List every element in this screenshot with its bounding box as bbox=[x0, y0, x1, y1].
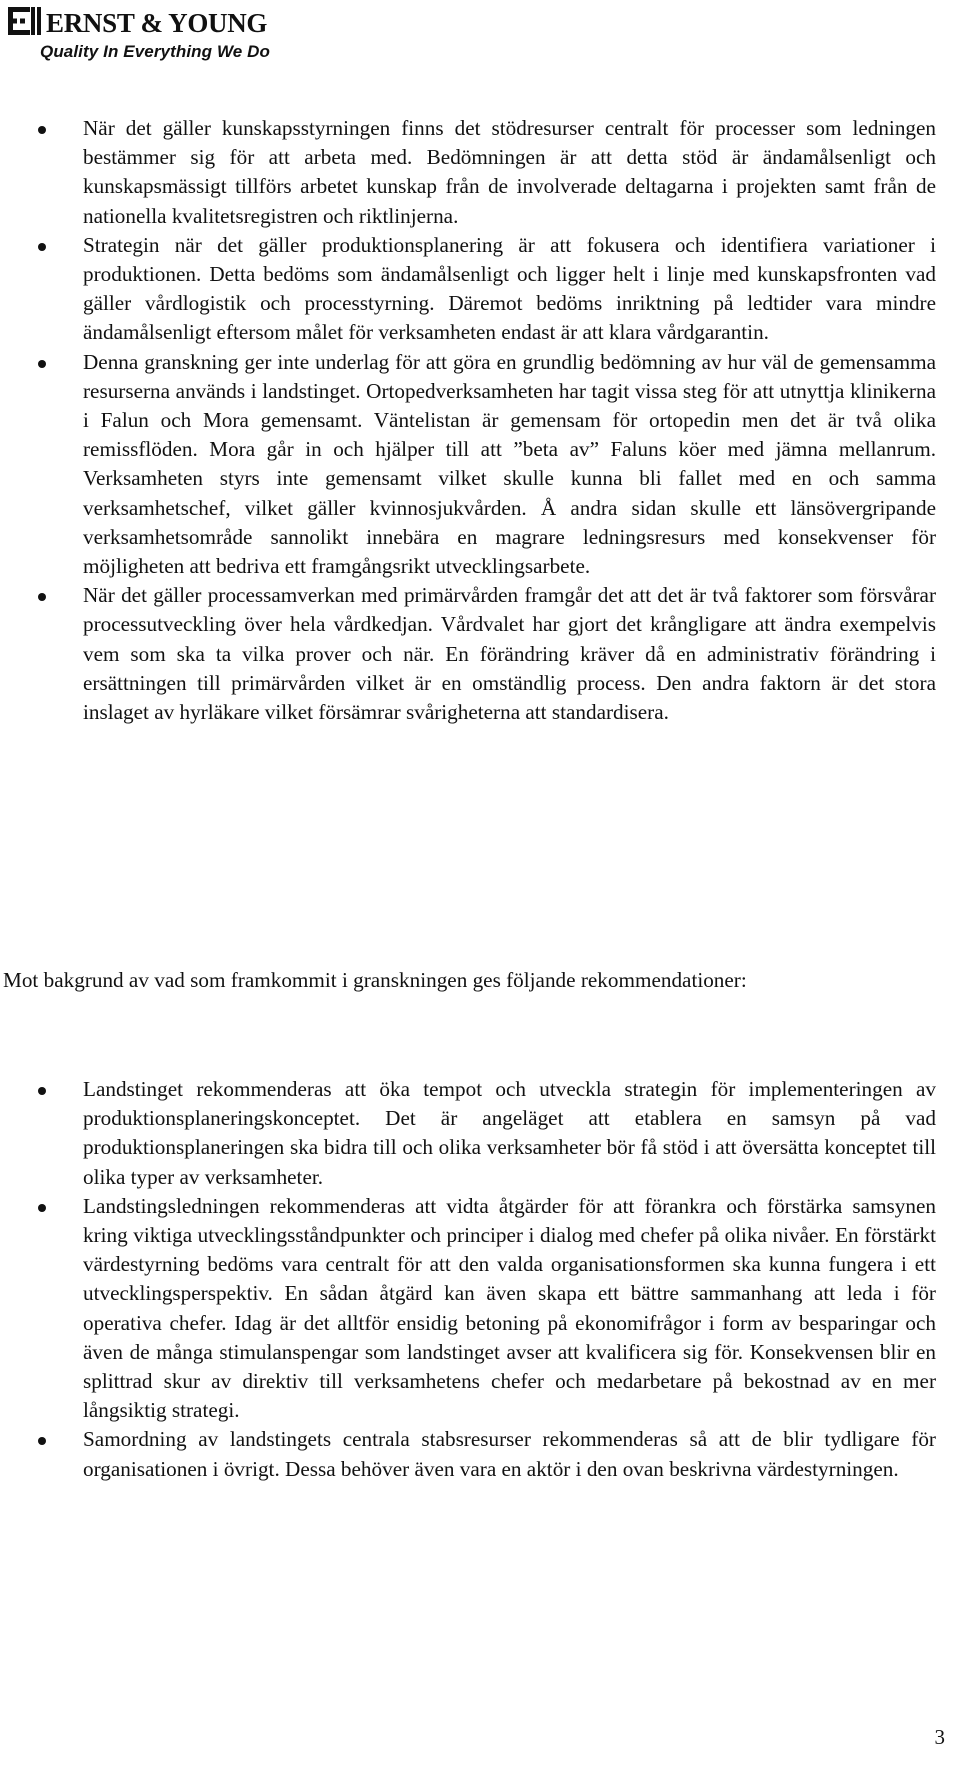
bullet-icon bbox=[38, 126, 46, 134]
list-item bbox=[0, 114, 960, 231]
list-item-text: När det gäller kunskapsstyrningen finns det stödresurser centralt för processer som ledningen bestämmer sig för att arbeta med. Bedömningen är att detta stöd är ändamålsenligt och kunskapsmässigt tillförs arbetet kunskap från de involverade deltagarna i projekten samt från de nationella kvalitetsregistren och riktlinjerna. bbox=[83, 116, 936, 228]
page-number: 3 bbox=[934, 1725, 945, 1749]
list-item-text: Denna granskning ger inte underlag för att göra en grundlig bedömning av hur väl de gemensamma resurserna används i landstinget. Ortopedverksamheten har tagit vissa steg för att utnyttja klinikerna i Falun och Mora gemensamt. Väntelistan är gemensam för ortopedin men det är två olika remissflöden. Mora går in och hjälper till att ”beta av” Faluns köer med jämna mellanrum. Verksamheten styrs inte gemensamt vilket skulle kunna bli fallet med en och samma verksamhetschef, vilket gäller kvinnosjukvården. Å andra sidan skulle ett länsövergripande verksamhetsområde sannolikt innebära en magrare ledningsresurs med konsekvenser för möjligheten att bedriva ett framgångsrikt utvecklingsarbete. bbox=[83, 349, 936, 579]
bullet-icon bbox=[38, 1087, 46, 1095]
bullet-icon bbox=[38, 360, 46, 368]
bullet-icon bbox=[38, 593, 46, 601]
list-item-text: Landstingsledningen rekommenderas att vidta åtgärder för att förankra och förstärka samsynen kring viktiga utvecklingsståndpunkter och principer i dialog med chefer på olika nivåer. En förstärkt värdestyrning bedöms vara centralt för att den valda organisationsformen ska kunna fungera i ett utvecklingsperspektiv. En sådan åtgärd kan även skapa ett bättre sammanhang att leda i för operativa chefer. Idag är det alltför ensidig betoning på ekonomifrågor i form av besparingar och även de många stimulanspengar som landstinget avser att kvalificera sig för. Konsekvensen blir en splittrad skur av direktiv till verksamhetens chefer och medarbetare på bekostnad av en mer långsiktig strategi. bbox=[83, 1193, 936, 1423]
ernst-young-logo bbox=[4, 4, 294, 38]
recommendations-intro: Mot bakgrund av vad som framkommit i granskningen ges följande rekommendationer: bbox=[3, 968, 747, 992]
list-item bbox=[0, 231, 960, 348]
list-item-text: Samordning av landstingets centrala stabsresurser rekommenderas så att de blir tydligare för organisationen i övrigt. Dessa behöver även vara en aktör i den ovan beskrivna värdestyrningen. bbox=[83, 1427, 936, 1481]
list-item-text: Strategin när det gäller produktionsplanering är att fokusera och identifiera variationer i produktionen. Detta bedöms som ändamålsenligt och ligger helt i linje med kunskapsfronten vad gäller vårdlogistik och processtyrning. Däremot bedöms inriktning på ledtider vara mindre ändamålsenligt eftersom målet för verksamheten endast är att klara vårdgarantin. bbox=[83, 232, 936, 345]
bullet-icon bbox=[38, 243, 46, 251]
tagline: Quality In Everything We Do bbox=[40, 42, 271, 61]
list-item bbox=[0, 1075, 960, 1192]
logo-text: ERNST & YOUNG bbox=[46, 8, 268, 38]
findings-list bbox=[0, 114, 960, 727]
list-item bbox=[0, 581, 960, 727]
list-item-text: När det gäller processamverkan med primärvården framgår det att det är två faktorer som försvårar processutveckling över hela vårdkedjan. Vårdvalet har gjort det krångligare att ändra exempelvis vem som ska ta vilka prover och när. En förändring kräver då en administrativ förändring i ersättningen till primärvården vilket är en omständlig process. Den andra faktorn är det stora inslaget av hyrläkare vilket försämrar svårigheterna att standardisera. bbox=[83, 583, 936, 725]
recommendations-list bbox=[0, 1075, 960, 1484]
bullet-icon bbox=[38, 1204, 46, 1212]
list-item bbox=[0, 1192, 960, 1426]
list-item-text: Landstinget rekommenderas att öka tempot och utveckla strategin för implementeringen av produktionsplaneringskonceptet. Det är angeläget att etablera en samsyn på vad produktionsplaneringen ska bidra till och olika verksamheter bör få stöd i att översätta konceptet till olika typer av verksamheter. bbox=[83, 1077, 936, 1189]
list-item bbox=[0, 1425, 960, 1483]
bullet-icon bbox=[38, 1437, 46, 1445]
document-header bbox=[4, 4, 324, 60]
list-item bbox=[0, 348, 960, 582]
